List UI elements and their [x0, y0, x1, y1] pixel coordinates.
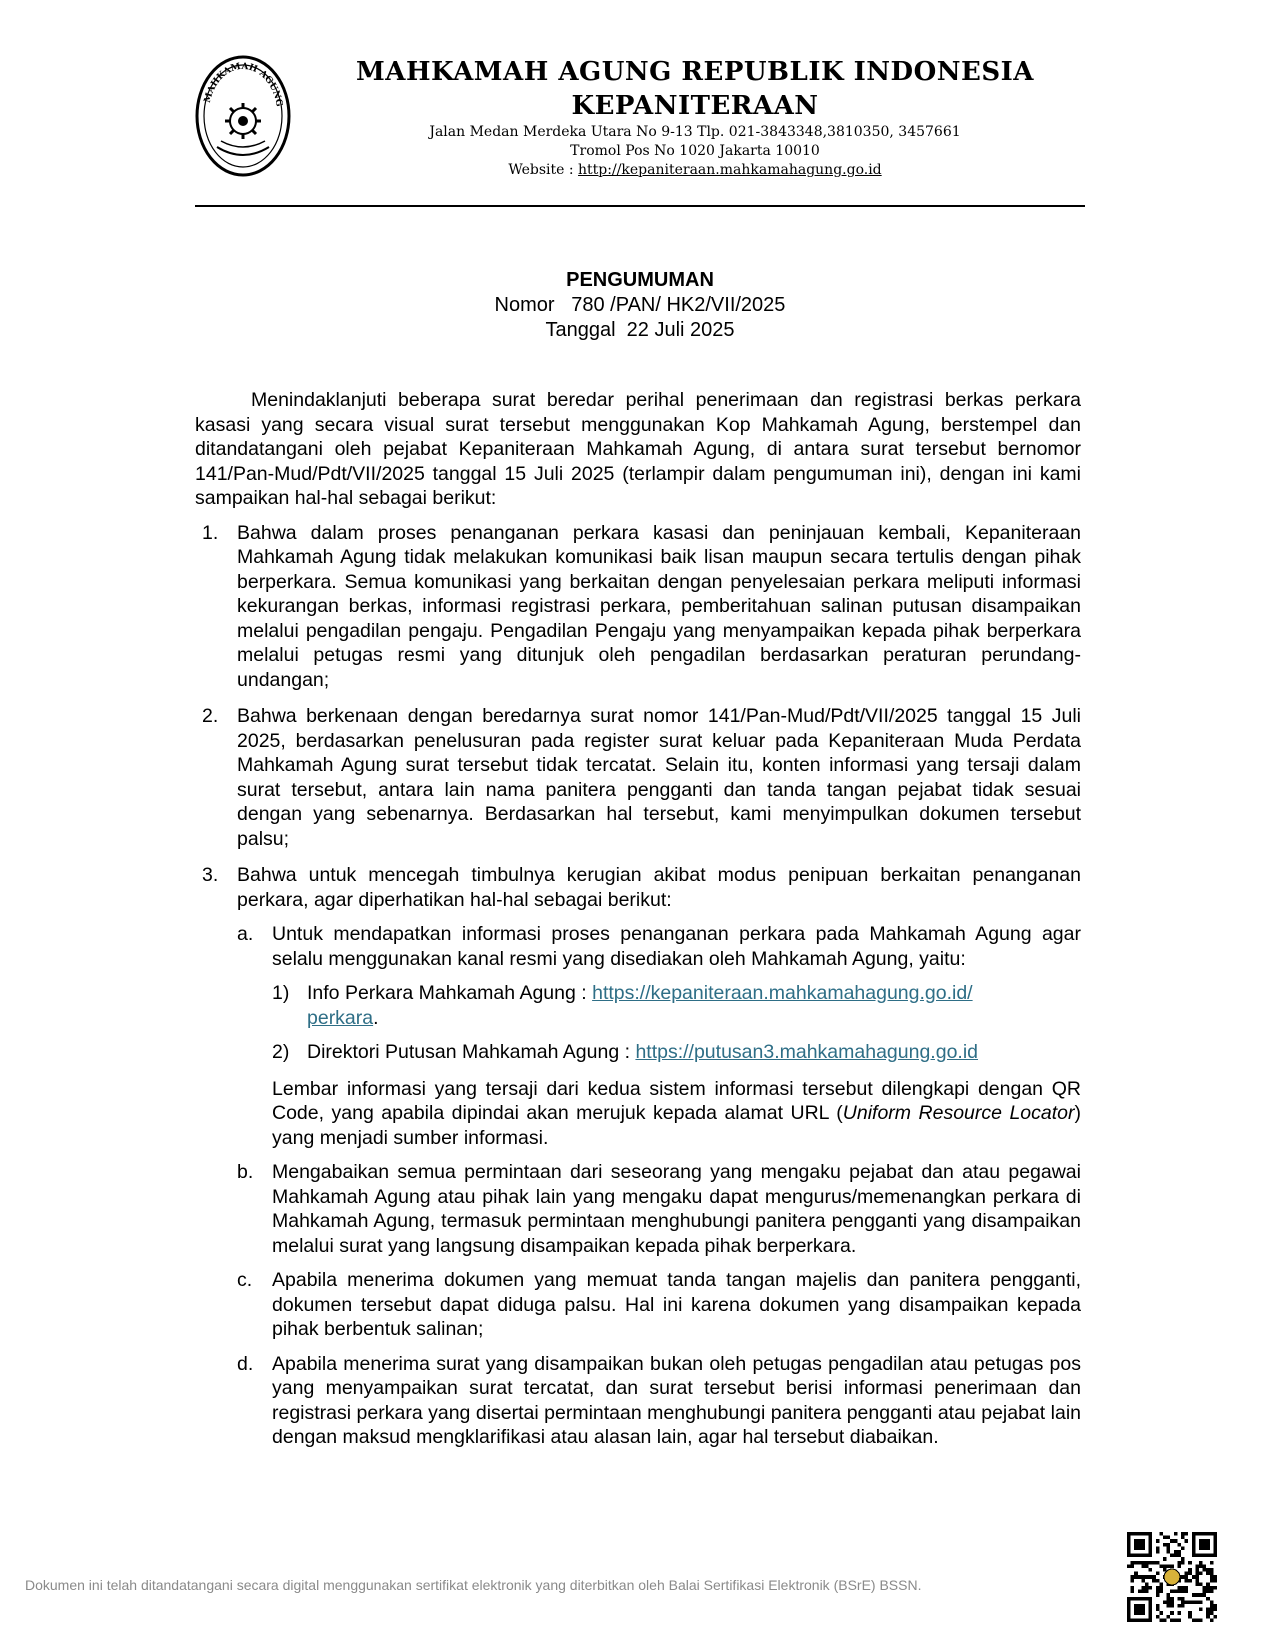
- seal-text: MAHKAMAH AGUNG: [202, 61, 284, 108]
- sub-item-text: Apabila menerima dokumen yang memuat tanda tangan majelis dan panitera pengganti, dokumen tersebut dapat diduga palsu. Hal ini karena dokumen yang disampaikan kepada pihak berbentuk salinan;: [272, 1269, 1081, 1340]
- note-text-italic: Uniform Resource Locator: [842, 1102, 1075, 1124]
- announcement-header: [195, 268, 1085, 343]
- channel-tail: .: [373, 1006, 379, 1029]
- channel-label: Direktori Putusan Mahkamah Agung :: [307, 1041, 636, 1063]
- sub-item-letter: d.: [237, 1352, 254, 1375]
- list-item: [195, 863, 1081, 1450]
- sub-item-text: Untuk mendapatkan informasi proses penanganan perkara pada Mahkamah Agung agar selalu menggunakan kanal resmi yang disediakan oleh Mahkamah Agung, yaitu:: [272, 923, 1081, 970]
- qr-note-paragraph: [272, 1077, 1081, 1151]
- sub-item-letter: a.: [237, 923, 254, 945]
- sub-item-c: [237, 1268, 1081, 1342]
- letterhead-text: [305, 55, 1085, 180]
- channel-label: Info Perkara Mahkamah Agung :: [307, 982, 593, 1004]
- sub-item-d: [237, 1352, 1081, 1450]
- institution-name: MAHKAMAH AGUNG REPUBLIK INDONESIA: [356, 57, 1034, 87]
- numbered-list: [195, 521, 1081, 1450]
- channel-item: [272, 1040, 1081, 1065]
- announcement-date: Tanggal 22 Juli 2025: [545, 319, 735, 341]
- digital-signature-note: Dokumen ini telah ditandatangani secara digital menggunakan sertifikat elektronik yang diterbitkan oleh Balai Sertifikasi Elektronik (BSrE) BSSN.: [25, 1577, 922, 1593]
- sub-item-b: [237, 1160, 1081, 1258]
- channel-item: [272, 981, 1081, 1030]
- channel-number: 1): [272, 982, 290, 1004]
- link-text-part-2: perkara: [307, 1006, 374, 1029]
- sub-item-a: [237, 922, 1081, 1150]
- mahkamah-agung-seal-icon: [195, 55, 291, 177]
- channel-number: 2): [272, 1041, 290, 1063]
- sub-item-letter: b.: [237, 1161, 254, 1183]
- list-item: [195, 521, 1081, 693]
- website-label: Website :: [508, 162, 579, 178]
- sub-item-letter: c.: [237, 1269, 253, 1291]
- website-line: [305, 161, 1085, 180]
- document-body: [195, 388, 1081, 1462]
- link-text-part-1: https://kepaniteraan.mahkamahagung.go.id/: [592, 982, 973, 1004]
- announcement-number: Nomor 780 /PAN/ HK2/VII/2025: [494, 294, 786, 316]
- item-number: 2.: [202, 705, 219, 727]
- note-text-before: Lembar informasi yang tersaji dari kedua sistem informasi tersebut dilengkapi dengan QR Code, yang apabila dipindai akan merujuk kepada alamat URL (: [272, 1077, 1081, 1124]
- address-line-2: Tromol Pos No 1020 Jakarta 10010: [570, 143, 820, 159]
- intro-paragraph: Menindaklanjuti beberapa surat beredar perihal penerimaan dan registrasi berkas perkara kasasi yang secara visual surat tersebut menggunakan Kop Mahkamah Agung, berstempel dan ditandatangani oleh pejabat Kepaniteraan Mahkamah Agung, di antara surat tersebut bernomor 141/Pan-Mud/Pdt/VII/2025 tanggal 15 Juli 2025 (terlampir dalam pengumuman ini), dengan ini kami sampaikan hal-hal sebagai berikut:: [195, 389, 1081, 509]
- item-text: Bahwa untuk mencegah timbulnya kerugian akibat modus penipuan berkaitan penanganan perkara, agar diperhatikan hal-hal sebagai berikut:: [237, 864, 1081, 911]
- sub-item-text: Apabila menerima surat yang disampaikan bukan oleh petugas pengadilan atau petugas pos yang menyampaikan surat tercatat, dan surat tersebut berisi informasi penerimaan dan registrasi perkara yang disertai permintaan menghubungi panitera pengganti atau pejabat lain dengan maksud mengklarifikasi atau alasan lain, agar hal tersebut diabaikan.: [272, 1352, 1081, 1448]
- department-name: KEPANITERAAN: [571, 91, 819, 121]
- announcement-title: PENGUMUMAN: [566, 269, 714, 291]
- item-number: 1.: [202, 521, 219, 544]
- direktori-putusan-link[interactable]: https://putusan3.mahkamahagung.go.id: [635, 1041, 979, 1063]
- sub-item-text: Mengabaikan semua permintaan dari seseorang yang mengaku pejabat dan atau pegawai Mahkamah Agung atau pihak lain yang mengaku dapat mengurus/memenangkan perkara di Mahkamah Agung, termasuk permintaan menghubungi panitera pengganti yang disampaikan melalui surat yang langsung disampaikan kepada pihak berperkara.: [272, 1161, 1081, 1257]
- letterhead-divider: [195, 205, 1085, 207]
- note-text-after: ) yang menjadi sumber informasi.: [272, 1102, 1081, 1149]
- website-link[interactable]: http://kepaniteraan.mahkamahagung.go.id: [578, 162, 882, 178]
- item-number: 3.: [202, 864, 219, 886]
- item-text: Bahwa berkenaan dengan beredarnya surat nomor 141/Pan-Mud/Pdt/VII/2025 tanggal 15 Juli 2025, berdasarkan penelusuran pada register surat keluar pada Kepaniteraan Muda Perdata Mahkamah Agung surat tersebut tidak tercatat. Selain itu, konten informasi yang tersaji dalam surat tersebut, antara lain nama panitera pengganti dan tanda tangan pejabat tidak sesuai dengan yang sebenarnya. Berdasarkan hal tersebut, kami menyimpulkan dokumen tersebut palsu;: [237, 705, 1081, 850]
- address-line-1: Jalan Medan Merdeka Utara No 9-13 Tlp. 021-3843348,3810350, 3457661: [429, 124, 961, 140]
- item-text: Bahwa dalam proses penanganan perkara kasasi dan peninjauan kembali, Kepaniteraan Mahkamah Agung tidak melakukan komunikasi baik lisan maupun secara tertulis dengan pihak berperkara. Semua komunikasi yang berkaitan dengan penyelesaian perkara meliputi informasi kekurangan berkas, informasi registrasi perkara, pemberitahuan salinan putusan disampaikan melalui pengadilan pengaju. Pengadilan Pengaju yang menyampaikan kepada pihak berperkara melalui petugas resmi yang ditunjuk oleh pengadilan berdasarkan peraturan perundang-undangan;: [237, 521, 1081, 691]
- letterhead: [195, 55, 1085, 185]
- qr-code-icon: [1127, 1532, 1217, 1622]
- list-item: [195, 704, 1081, 851]
